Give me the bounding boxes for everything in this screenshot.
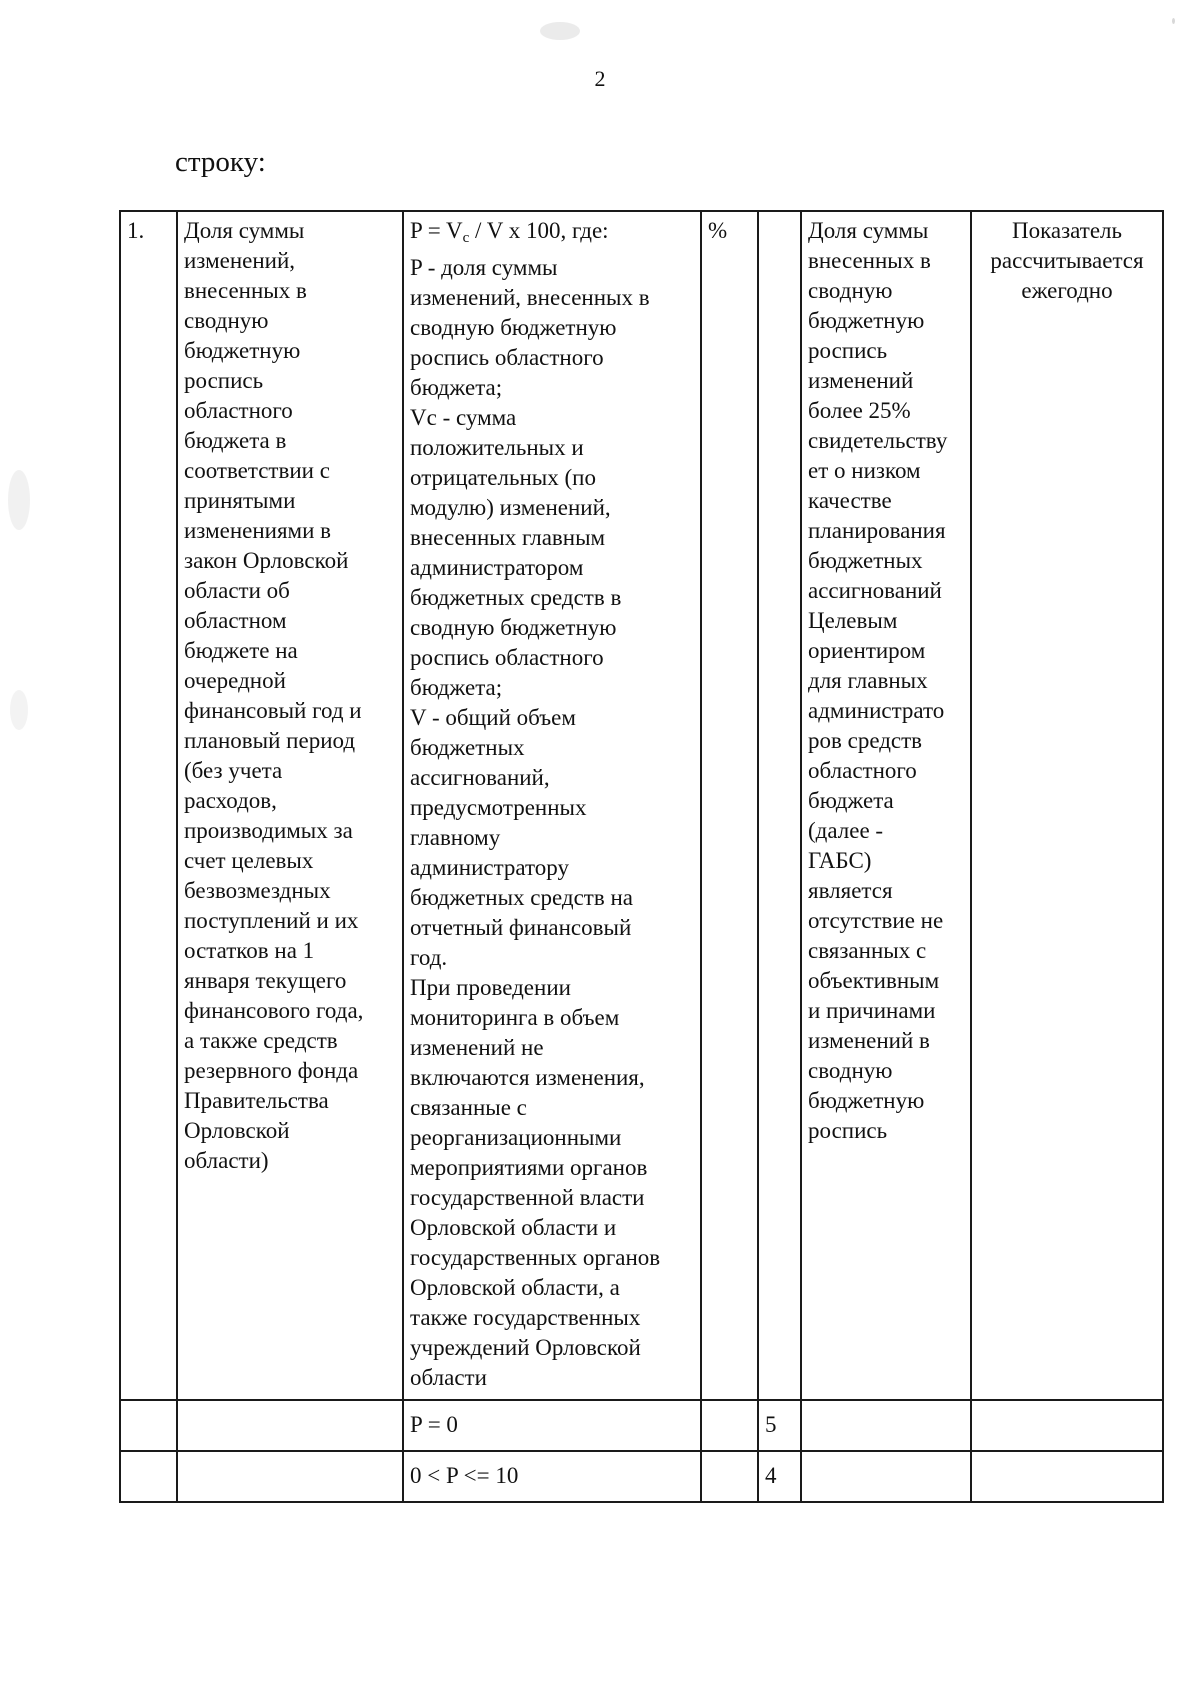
condition-cell (403, 1400, 701, 1451)
note-cell (971, 211, 1163, 1400)
condition: P = 0 (410, 1411, 458, 1437)
formula-prefix: P = V (410, 218, 463, 243)
comment: Доля суммы внесенных в сводную бюджетную роспись изменений более 25% свидетельству ет о низком качестве планирования бюджетных ассигнований Целевым ориентиром для главных администрато ров средств областного бюджета (далее - ГАБС) является отсутствие не связанных с объективным и причинами изменений в сводную бюджетную роспись (808, 218, 948, 1143)
empty-cell (120, 1400, 177, 1451)
score: 5 (765, 1411, 777, 1437)
unit-cell (701, 211, 758, 1400)
empty-cell (801, 1400, 971, 1451)
formula-line (410, 216, 694, 253)
score: 4 (765, 1462, 777, 1488)
row-number: 1. (127, 218, 145, 243)
scan-noise (8, 470, 30, 530)
empty-cell (177, 1451, 403, 1502)
lead-text: строку: (175, 146, 266, 178)
condition: 0 < P <= 10 (410, 1462, 519, 1488)
scan-noise (10, 690, 28, 730)
empty-cell (971, 1451, 1163, 1502)
scan-noise (1172, 18, 1175, 24)
score-cell (758, 1400, 801, 1451)
table-row (120, 1451, 1163, 1502)
score-cell (758, 211, 801, 1400)
indicator-name: Доля суммы изменений, внесенных в сводную бюджетную роспись областного бюджета в соответствии с принятыми изменениями в закон Орловской области об областном бюджете на очередной финансовый год и плановый период (без учета расходов, производимых за счет целевых безвозмездных поступлений и их остатков на 1 января текущего финансового года, а также средств резервного фонда Правительства Орловской области) (184, 218, 364, 1173)
unit: % (708, 218, 728, 243)
formula-subscript: c (462, 230, 470, 246)
empty-cell (120, 1451, 177, 1502)
empty-cell (701, 1451, 758, 1502)
indicator-name-cell (177, 211, 403, 1400)
empty-cell (801, 1451, 971, 1502)
row-number-cell (120, 211, 177, 1400)
table-row (120, 211, 1163, 1400)
comment-cell (801, 211, 971, 1400)
table-row (120, 1400, 1163, 1451)
page-number: 2 (594, 66, 606, 91)
empty-cell (177, 1400, 403, 1451)
indicator-table (119, 210, 1164, 1503)
empty-cell (701, 1400, 758, 1451)
formula-suffix: / V x 100, где: (469, 218, 609, 243)
formula-cell (403, 211, 701, 1400)
scan-noise (540, 22, 580, 40)
empty-cell (971, 1400, 1163, 1451)
formula-description: P - доля суммы изменений, внесенных в сводную бюджетную роспись областного бюджета; Vc - сумма положительных и отрицательных (по модулю) изменений, внесенных главным администратором бюджетных средств в сводную бюджетную роспись областного бюджета; V - общий объем бюджетных ассигнований, предусмотренных главному администратору бюджетных средств на отчетный финансовый год. При проведении мониторинга в объем изменений не включаются изменения, связанные с реорганизационными мероприятиями органов государственной власти Орловской области и государственных органов Орловской области, а также государственных учреждений Орловской области (410, 255, 661, 1390)
condition-cell (403, 1451, 701, 1502)
note: Показатель рассчитывается ежегодно (990, 218, 1144, 303)
score-cell (758, 1451, 801, 1502)
